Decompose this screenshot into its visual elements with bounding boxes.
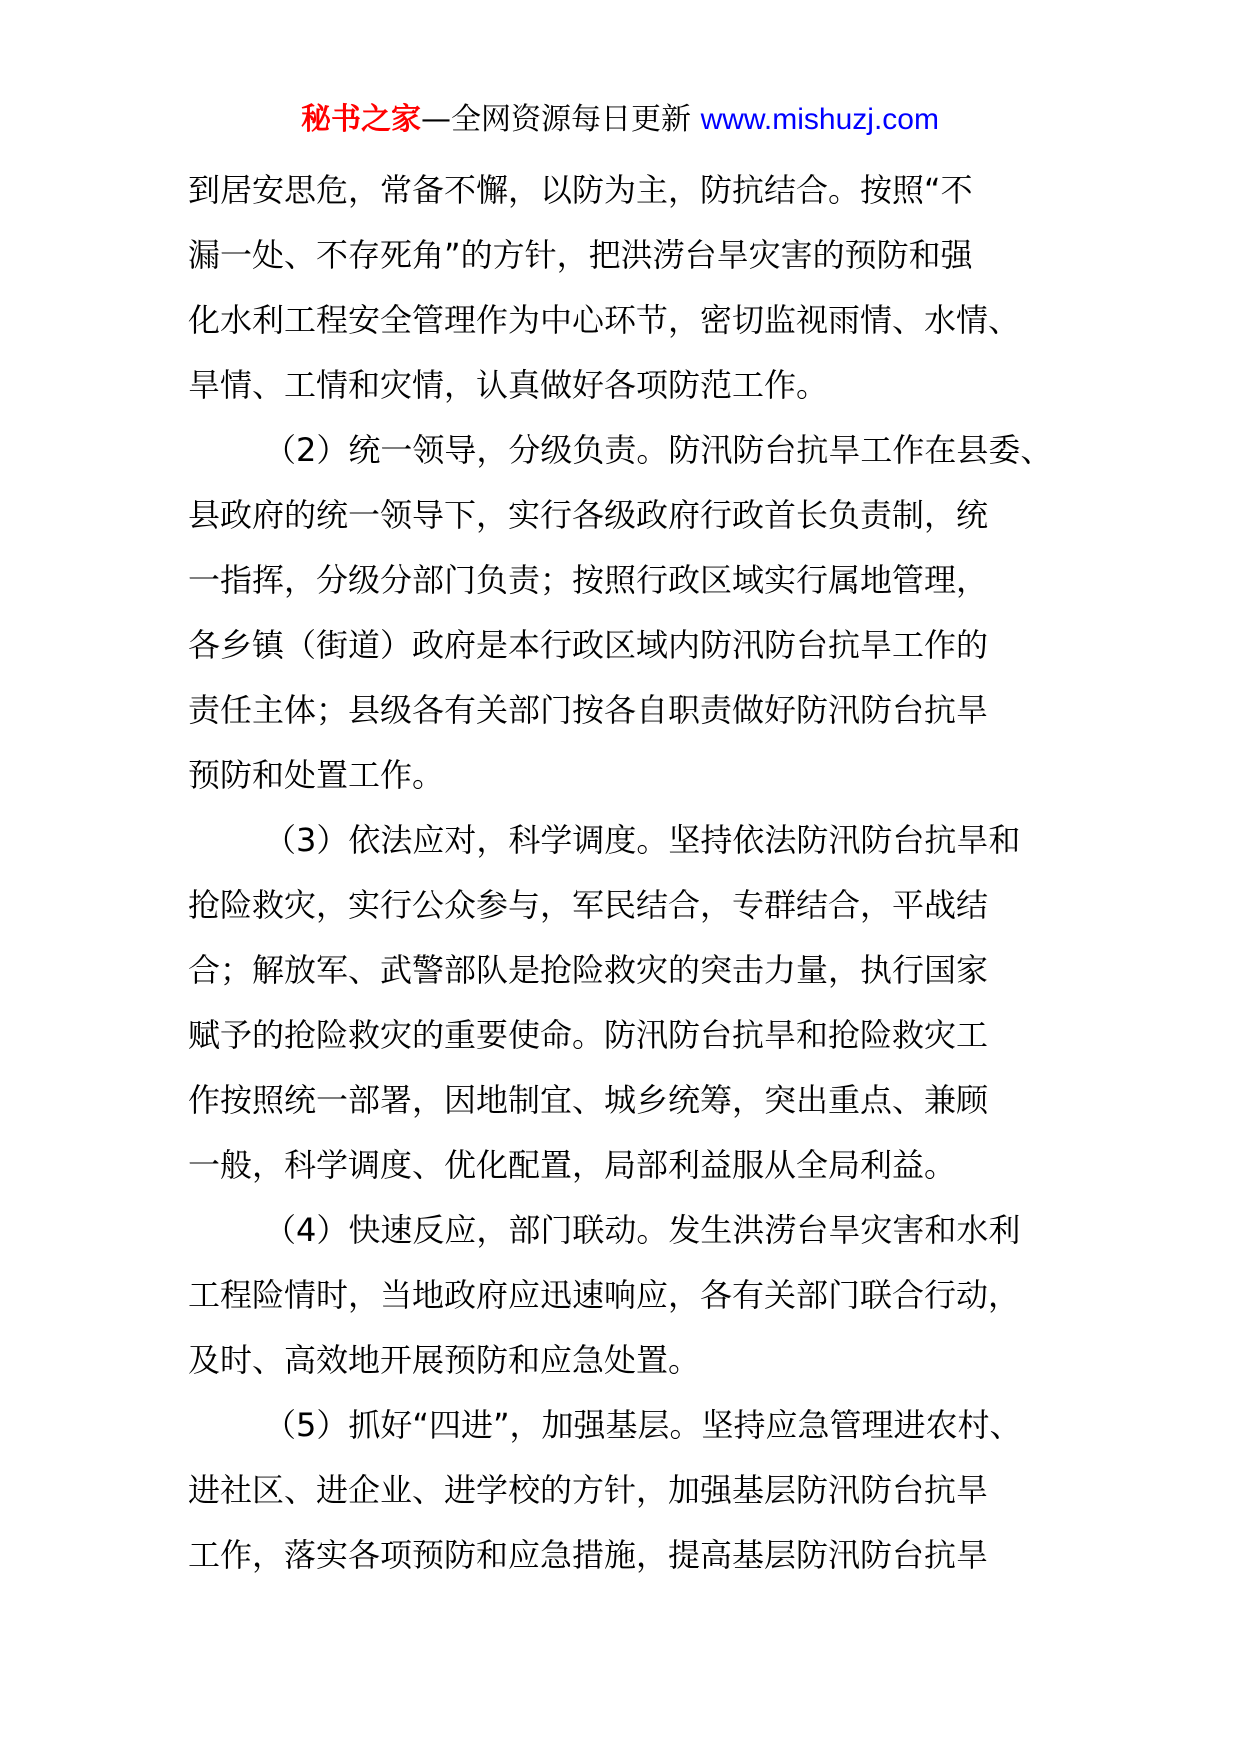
site-url-link[interactable]: www.mishuzj.com [700, 103, 939, 136]
body-line: 赋予的抢险救灾的重要使命。防汛防台抗旱和抢险救灾工 [188, 1016, 989, 1054]
body-line: 合；解放军、武警部队是抢险救灾的突击力量，执行国家 [188, 951, 989, 989]
body-line: （3）依法应对，科学调度。坚持依法防汛防台抗旱和 [264, 821, 1021, 859]
body-line: 责任主体；县级各有关部门按各自职责做好防汛防台抗旱 [188, 691, 989, 729]
body-line: （4）快速反应，部门联动。发生洪涝台旱灾害和水利 [264, 1211, 1021, 1249]
body-line: 一指挥，分级分部门负责；按照行政区域实行属地管理， [188, 561, 989, 599]
body-line: 抢险救灾，实行公众参与，军民结合，专群结合，平战结 [188, 886, 989, 924]
body-line: 及时、高效地开展预防和应急处置。 [188, 1341, 701, 1379]
body-line: （5）抓好“四进”，加强基层。坚持应急管理进农村、 [264, 1406, 1022, 1444]
body-line: 工程险情时，当地政府应迅速响应，各有关部门联合行动， [188, 1276, 1021, 1314]
body-line: 作按照统一部署，因地制宜、城乡统筹，突出重点、兼顾 [188, 1081, 989, 1119]
body-line: 旱情、工情和灾情，认真做好各项防范工作。 [188, 366, 829, 404]
body-line: 各乡镇（街道）政府是本行政区域内防汛防台抗旱工作的 [188, 626, 989, 664]
document-body [188, 158, 1068, 1588]
body-line: 工作，落实各项预防和应急措施，提高基层防汛防台抗旱 [188, 1536, 989, 1574]
page-header [0, 100, 1240, 140]
body-line: 漏一处、不存死角”的方针，把洪涝台旱灾害的预防和强 [188, 236, 973, 274]
site-tagline: 全网资源每日更新 [451, 102, 692, 137]
body-line: 县政府的统一领导下，实行各级政府行政首长负责制，统 [188, 496, 989, 534]
body-line: （2）统一领导，分级负责。防汛防台抗旱工作在县委、 [264, 431, 1053, 469]
body-line: 进社区、进企业、进学校的方针，加强基层防汛防台抗旱 [188, 1471, 989, 1509]
body-line: 一般，科学调度、优化配置，局部利益服从全局利益。 [188, 1146, 957, 1184]
site-brand: 秘书之家 [301, 102, 422, 137]
body-line: 化水利工程安全管理作为中心环节，密切监视雨情、水情、 [188, 301, 1021, 339]
body-line: 预防和处置工作。 [188, 756, 445, 794]
body-line: 到居安思危，常备不懈，以防为主，防抗结合。按照“不 [188, 171, 973, 209]
header-separator: — [421, 102, 452, 137]
